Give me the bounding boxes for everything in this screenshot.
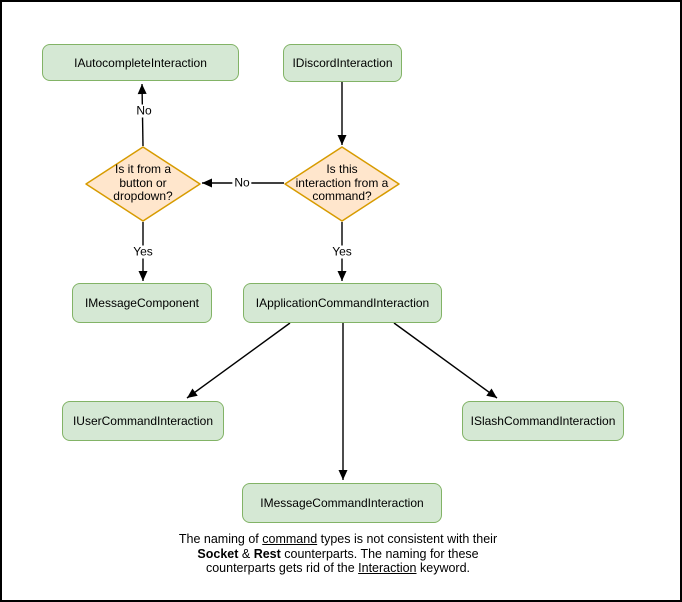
note-text-underlined: Interaction bbox=[358, 561, 417, 575]
edge-label-yes-message-component: Yes bbox=[133, 244, 153, 259]
note-text-underlined: command bbox=[262, 532, 318, 546]
note-text: counterparts. The naming for these bbox=[280, 546, 479, 561]
decision-label-line: interaction from a bbox=[295, 175, 389, 190]
node-message-command-interaction: IMessageCommandInteraction bbox=[242, 483, 442, 523]
node-slash-command-interaction: ISlashCommandInteraction bbox=[462, 401, 624, 441]
node-application-command-interaction: IApplicationCommandInteraction bbox=[243, 283, 442, 323]
note-text: The naming of bbox=[178, 532, 263, 546]
decision-label-line: Is this bbox=[326, 162, 358, 176]
note-line-1 bbox=[138, 532, 538, 547]
edge-label-no-button-dropdown: No bbox=[234, 175, 250, 190]
node-user-command-interaction: IUserCommandInteraction bbox=[62, 401, 224, 441]
decision-interaction-from-command-label bbox=[285, 163, 399, 204]
note-text-bold: Rest bbox=[253, 546, 281, 561]
decision-label-line: Is it from a bbox=[114, 162, 171, 176]
note-text: & bbox=[238, 546, 254, 561]
edge-application-command-to-slash-command bbox=[394, 323, 497, 398]
note-text: types is not consistent with their bbox=[317, 532, 498, 546]
note-line-2 bbox=[138, 547, 538, 562]
edge-application-command-to-user-command bbox=[187, 323, 290, 398]
node-message-component: IMessageComponent bbox=[72, 283, 212, 323]
decision-label-line: dropdown? bbox=[113, 189, 173, 203]
node-discord-interaction: IDiscordInteraction bbox=[283, 44, 402, 82]
edge-label-no-autocomplete: No bbox=[136, 103, 152, 118]
note-text: keyword. bbox=[416, 561, 471, 575]
edge-label-yes-application-command: Yes bbox=[332, 244, 352, 259]
decision-button-or-dropdown-label bbox=[86, 163, 200, 204]
decision-label-line: command? bbox=[312, 189, 372, 203]
node-autocomplete-interaction: IAutocompleteInteraction bbox=[42, 44, 239, 81]
note-line-3 bbox=[138, 561, 538, 576]
note-text: counterparts gets rid of the bbox=[205, 561, 359, 575]
diagram-note bbox=[138, 532, 538, 576]
note-text-bold: Socket bbox=[197, 546, 239, 561]
decision-label-line: button or bbox=[119, 175, 167, 190]
